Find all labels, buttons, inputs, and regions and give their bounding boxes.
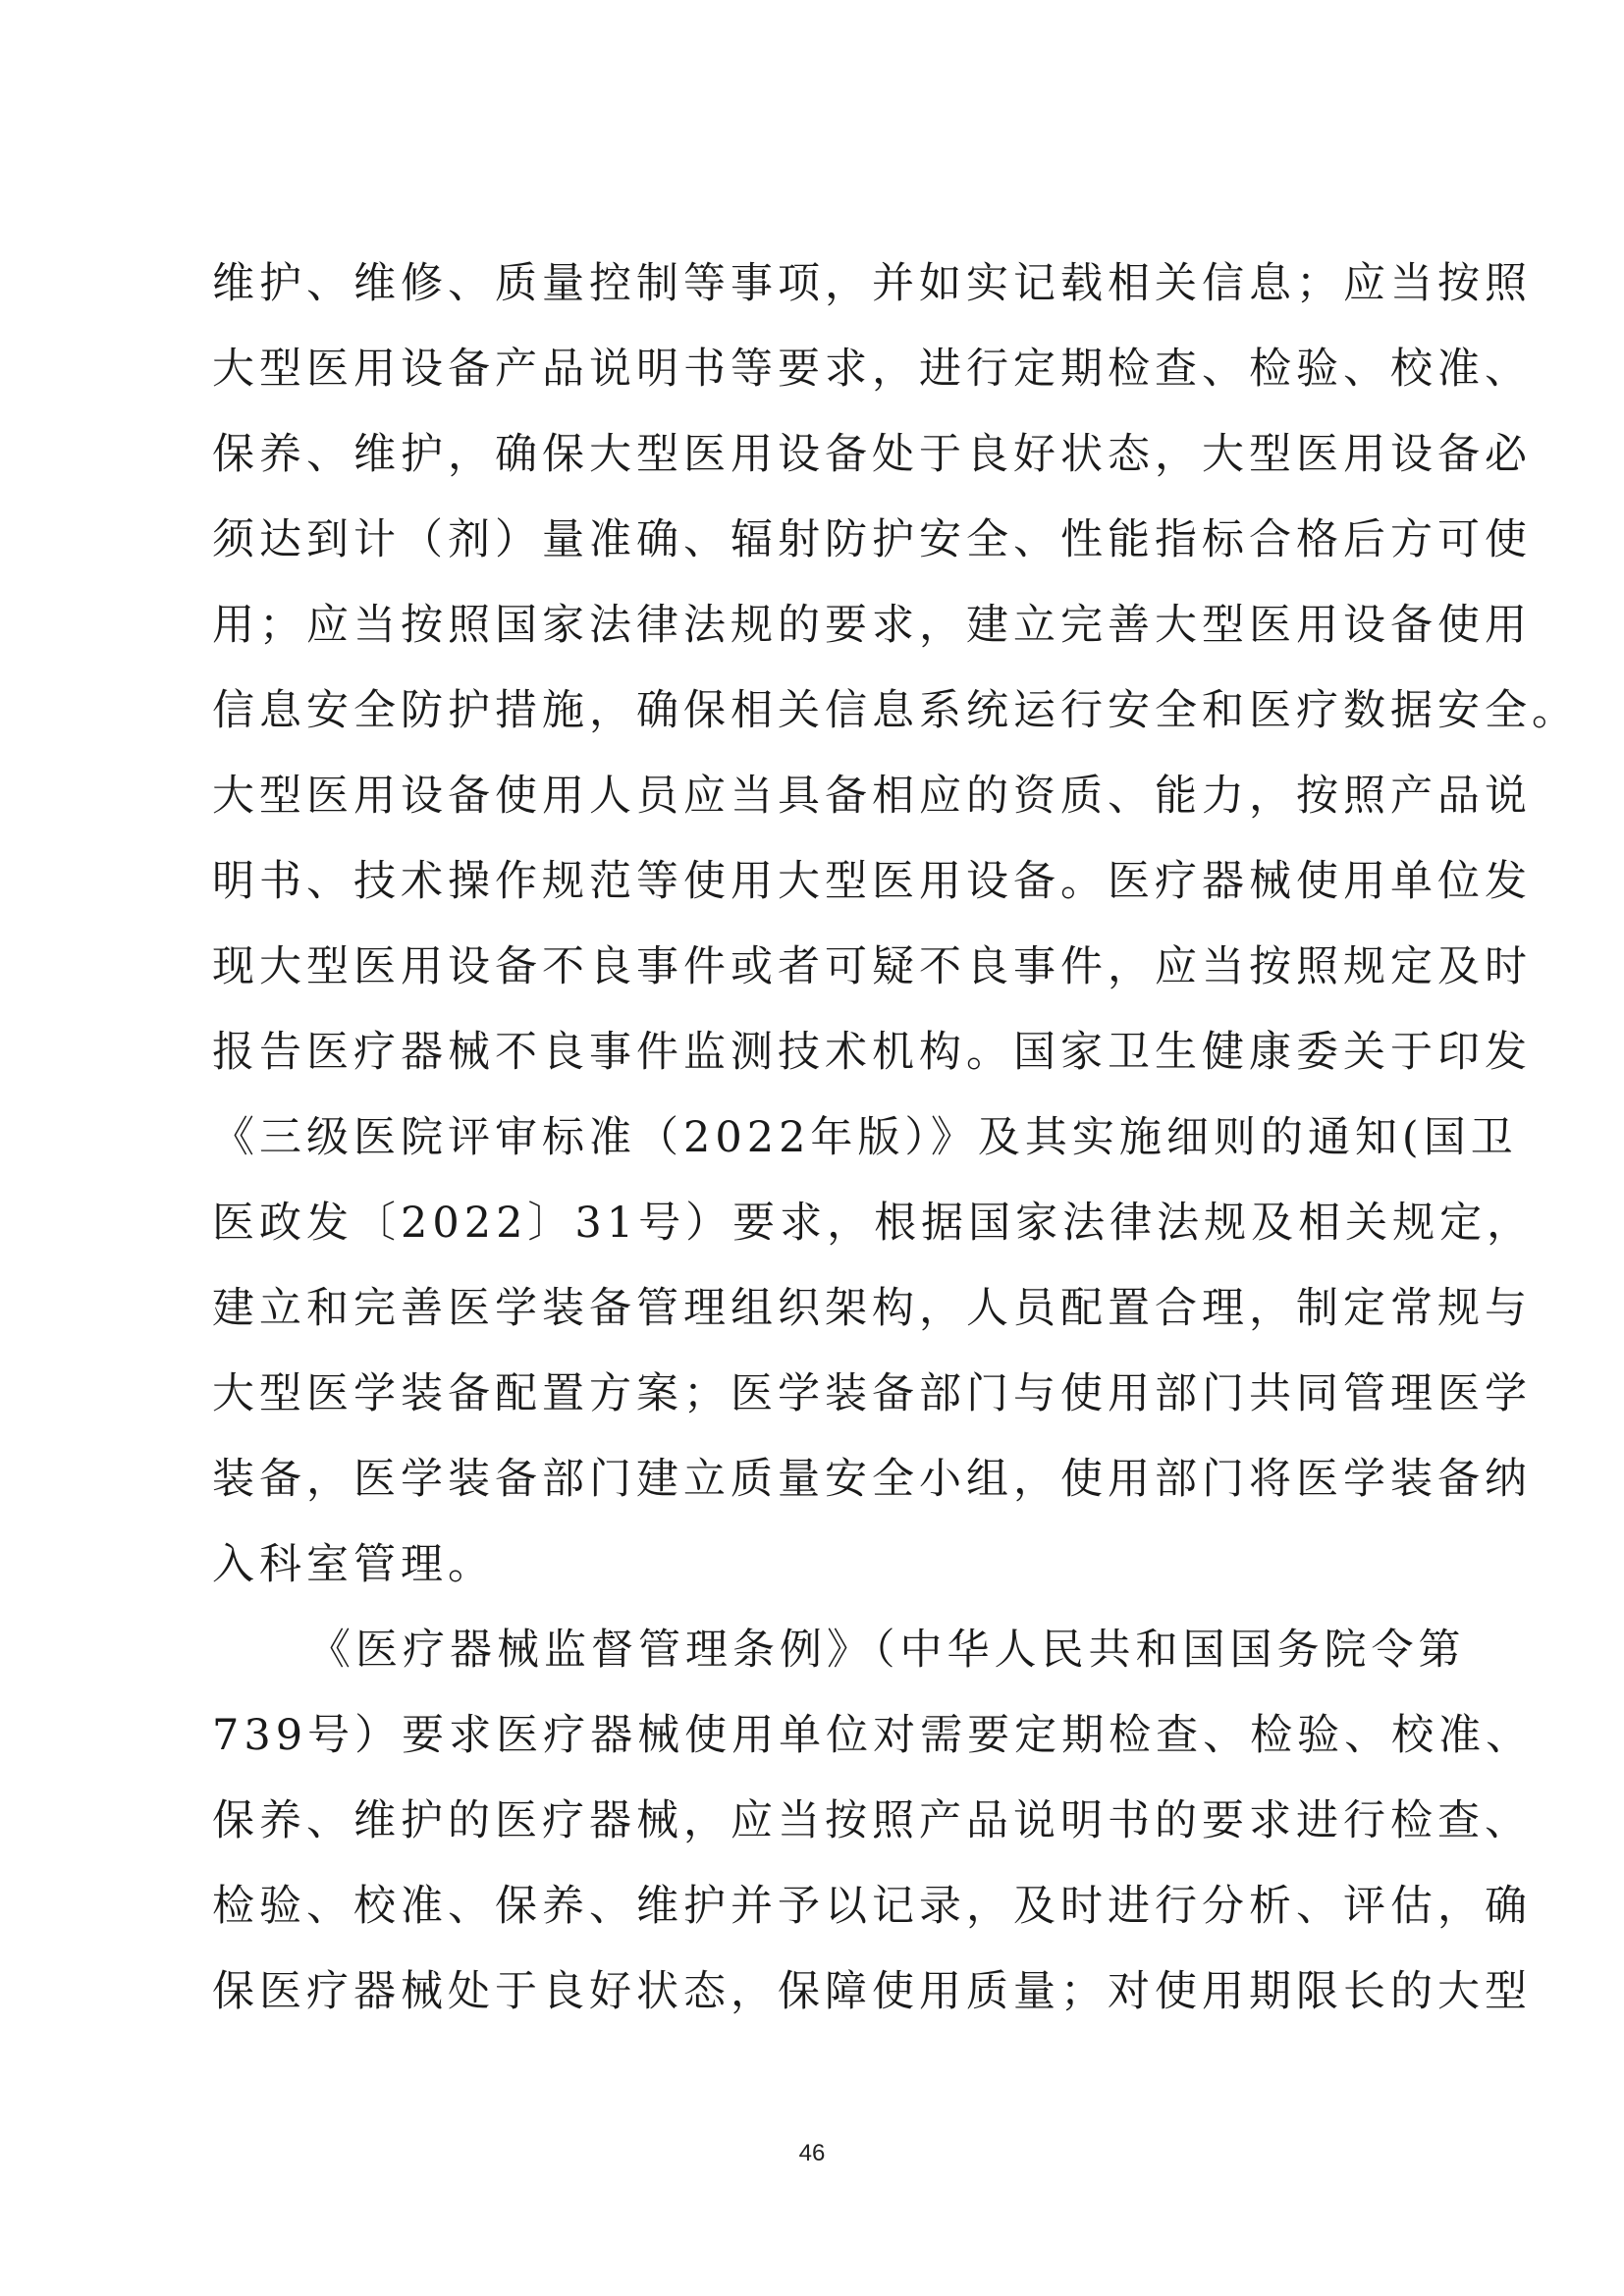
text-line: 保医疗器械处于良好状态，保障使用质量；对使用期限长的大型 xyxy=(212,1967,1532,2016)
text-line: 信息安全防护措施，确保相关信息系统运行安全和医疗数据安全。 xyxy=(212,686,1579,735)
text-line: 大型医用设备使用人员应当具备相应的资质、能力，按照产品说 xyxy=(212,772,1532,821)
text-line: 装备，医学装备部门建立质量安全小组，使用部门将医学装备纳 xyxy=(212,1455,1532,1504)
text-line: 检验、校准、保养、维护并予以记录，及时进行分析、评估，确 xyxy=(212,1882,1532,1931)
text-line: 维护、维修、质量控制等事项，并如实记载相关信息；应当按照 xyxy=(212,259,1532,308)
text-line: 《三级医院评审标准（2022年版）》及其实施细则的通知(国卫 xyxy=(212,1113,1518,1162)
page-number: 46 xyxy=(798,2140,826,2166)
text-line: 明书、技术操作规范等使用大型医用设备。医疗器械使用单位发 xyxy=(212,857,1532,906)
text-line: 保养、维护，确保大型医用设备处于良好状态，大型医用设备必 xyxy=(212,430,1532,479)
text-line: 大型医用设备产品说明书等要求，进行定期检查、检验、校准、 xyxy=(212,345,1532,394)
text-line: 现大型医用设备不良事件或者可疑不良事件，应当按照规定及时 xyxy=(212,942,1532,991)
text-line: 须达到计（剂）量准确、辐射防护安全、性能指标合格后方可使 xyxy=(212,515,1532,564)
text-line: 739号）要求医疗器械使用单位对需要定期检查、检验、校准、 xyxy=(212,1711,1534,1760)
text-line: 保养、维护的医疗器械，应当按照产品说明书的要求进行检查、 xyxy=(212,1796,1532,1845)
text-line: 大型医学装备配置方案；医学装备部门与使用部门共同管理医学 xyxy=(212,1369,1532,1418)
text-line: 报告医疗器械不良事件监测技术机构。国家卫生健康委关于印发 xyxy=(212,1028,1532,1077)
paragraph-first-line: 《医疗器械监督管理条例》（中华人民共和国国务院令第 xyxy=(308,1626,1466,1675)
text-line: 医政发〔2022〕31号）要求，根据国家法律法规及相关规定， xyxy=(212,1199,1535,1248)
text-line: 入科室管理。 xyxy=(212,1540,495,1589)
text-line: 建立和完善医学装备管理组织架构，人员配置合理，制定常规与 xyxy=(212,1284,1532,1333)
body-text xyxy=(212,241,1579,2035)
text-line: 用；应当按照国家法律法规的要求，建立完善大型医用设备使用 xyxy=(212,601,1532,650)
